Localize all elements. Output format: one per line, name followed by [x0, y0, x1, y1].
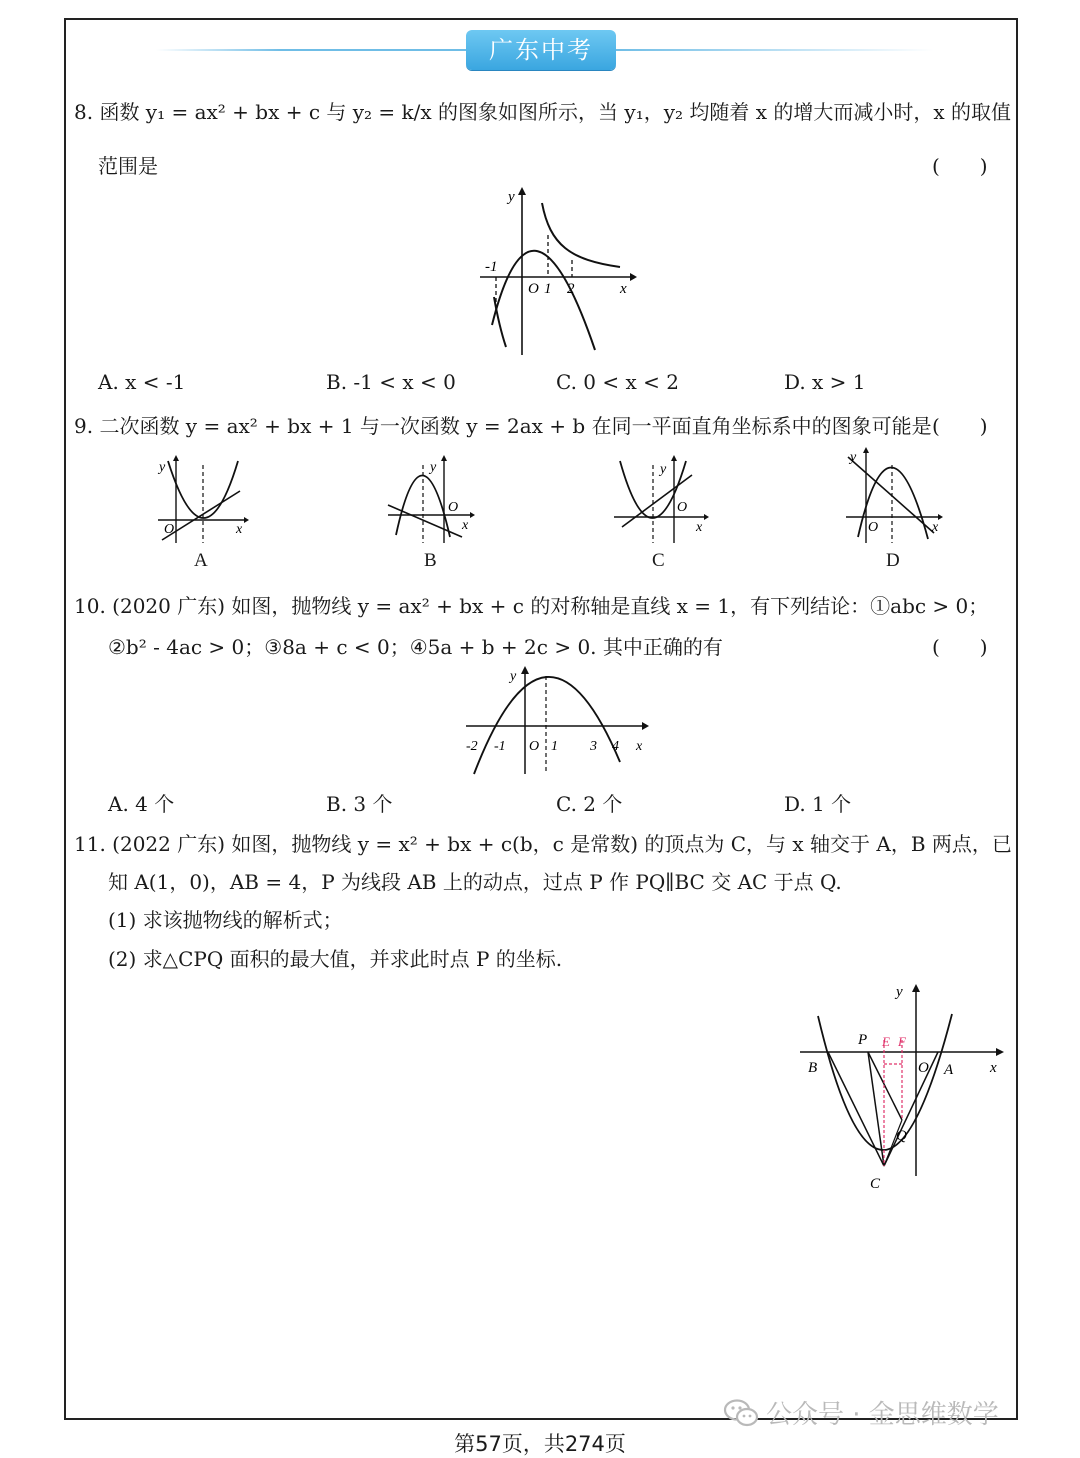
q10-option-b: B. 3 个	[326, 792, 393, 816]
q9c-axis-x: x	[696, 520, 703, 535]
q11-axis-y: y	[896, 984, 903, 1000]
q8-option-d: D. x > 1	[784, 370, 866, 394]
watermark	[724, 1394, 999, 1431]
wechat-icon	[724, 1399, 758, 1427]
q9-line1: 9. 二次函数 y = ax² + bx + 1 与一次函数 y = 2ax + b 在同一平面直角坐标系中的图象可能是	[74, 414, 932, 438]
q9-graph-c	[612, 455, 712, 545]
q9a-axis-x: x	[236, 522, 243, 537]
q10-line1: 10. (2020 广东) 如图，抛物线 y = ax² + bx + c 的对称轴是直线 x = 1，有下列结论：①abc > 0；	[74, 594, 989, 618]
q10-option-a: A. 4 个	[108, 792, 175, 816]
header-line-right	[614, 49, 934, 51]
q8-axis-x: x	[620, 281, 627, 297]
q10-label-4: 4	[612, 739, 619, 754]
q8-label-1: 1	[544, 281, 552, 297]
q11-point-q: Q	[896, 1128, 907, 1144]
q8-option-b: B. -1 < x < 0	[326, 370, 456, 394]
q9-option-d: D	[886, 550, 900, 571]
watermark-text: 公众号 · 金思维数学	[766, 1400, 999, 1430]
q9a-origin: O	[164, 522, 175, 537]
q10-axis-x: x	[636, 739, 643, 754]
q11-part2: (2) 求△CPQ 面积的最大值，并求此时点 P 的坐标.	[108, 947, 563, 971]
q11-point-a: A	[944, 1062, 954, 1078]
q10-label-neg2: -2	[466, 739, 478, 754]
q9-option-c: C	[652, 550, 665, 571]
q10-label-neg1: -1	[494, 739, 506, 754]
q10-option-c: C. 2 个	[556, 792, 623, 816]
q10-graph	[462, 664, 652, 776]
q8-option-a: A. x < -1	[98, 370, 186, 394]
q11-point-e: E	[882, 1034, 890, 1049]
q9d-axis-y: y	[850, 450, 857, 465]
q10-origin: O	[529, 739, 540, 754]
q8-graph	[470, 185, 640, 355]
q8-label-neg1: -1	[485, 259, 498, 275]
section-banner: 广东中考	[466, 30, 616, 70]
q8-axis-y: y	[508, 189, 515, 205]
q11-line1: 11. (2022 广东) 如图，抛物线 y = x² + bx + c(b，c 是常数) 的顶点为 C，与 x 轴交于 A，B 两点，已	[74, 832, 1012, 856]
page-number: 第57页，共274页	[454, 1432, 626, 1456]
q11-point-c: C	[870, 1176, 881, 1192]
q8-label-origin: O	[528, 281, 539, 297]
q9d-origin: O	[868, 520, 879, 535]
q9b-axis-x: x	[462, 518, 469, 533]
q11-point-p: P	[858, 1032, 868, 1048]
q9b-axis-y: y	[430, 460, 437, 475]
q11-point-b: B	[808, 1060, 818, 1076]
q8-label-2: 2	[567, 281, 575, 297]
q9-graph-d	[844, 447, 944, 545]
q9-option-b: B	[424, 550, 437, 571]
q8-option-c: C. 0 < x < 2	[556, 370, 679, 394]
q10-label-3: 3	[590, 739, 597, 754]
q11-line2: 知 A(1，0)，AB = 4，P 为线段 AB 上的动点，过点 P 作 PQ∥BC 交 AC 于点 Q.	[108, 870, 842, 894]
q9c-origin: O	[677, 500, 688, 515]
q9d-axis-x: x	[932, 520, 939, 535]
q8-line2: 范围是	[98, 154, 158, 178]
q11-graph	[798, 980, 1010, 1200]
q8-line1: 8. 函数 y₁ = ax² + bx + c 与 y₂ = k/x 的图象如图所示，当 y₁，y₂ 均随着 x 的增大而减小时，x 的取值	[74, 100, 1012, 124]
header-line-left	[156, 49, 468, 51]
q9a-axis-y: y	[159, 460, 166, 475]
q9-option-a: A	[194, 550, 208, 571]
q9-graph-a	[156, 455, 246, 545]
q10-option-d: D. 1 个	[784, 792, 852, 816]
q11-origin: O	[918, 1060, 929, 1076]
q9b-origin: O	[448, 500, 459, 515]
q9-graph-b	[386, 455, 476, 545]
q11-part1: (1) 求该抛物线的解析式；	[108, 908, 343, 932]
q10-axis-y: y	[510, 669, 517, 684]
q10-answer-paren: ( )	[932, 635, 988, 659]
q10-label-1: 1	[551, 739, 558, 754]
q10-line2: ②b² - 4ac > 0；③8a + c < 0；④5a + b + 2c > 0. 其中正确的有	[108, 635, 723, 659]
q11-axis-x: x	[990, 1060, 997, 1076]
q9c-axis-y: y	[660, 462, 667, 477]
q8-answer-paren: ( )	[932, 154, 988, 178]
q11-point-f: F	[898, 1034, 906, 1049]
q9-answer-paren: ( )	[932, 414, 988, 438]
